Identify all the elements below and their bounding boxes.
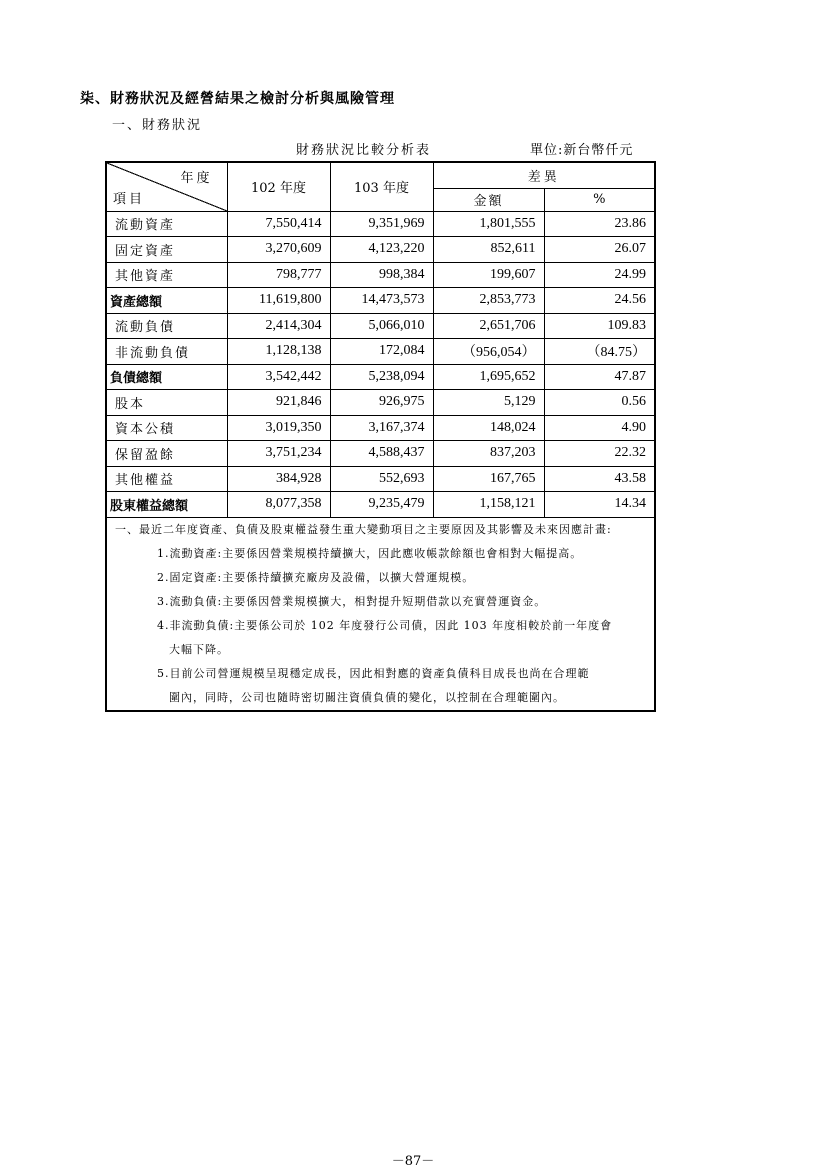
row-label: 其他資產 bbox=[106, 262, 227, 288]
header-row bbox=[106, 162, 655, 188]
diff-amount: 1,695,652 bbox=[433, 364, 544, 390]
row-label: 流動資產 bbox=[106, 211, 227, 237]
section-title: 柒、財務狀況及經營結果之檢討分析與風險管理 bbox=[80, 91, 395, 107]
value-103: 5,066,010 bbox=[330, 313, 433, 339]
value-102: 1,128,138 bbox=[227, 339, 330, 365]
value-102: 2,414,304 bbox=[227, 313, 330, 339]
diff-percent: 26.07 bbox=[544, 237, 655, 263]
notes-point bbox=[115, 542, 646, 566]
diff-amount: （956,054） bbox=[433, 339, 544, 365]
value-103: 5,238,094 bbox=[330, 364, 433, 390]
diff-amount: 148,024 bbox=[433, 415, 544, 441]
header-col-amount: 金額 bbox=[433, 188, 544, 211]
value-102: 3,542,442 bbox=[227, 364, 330, 390]
notes-point-text: 1.流動資產:主要係因營業規模持續擴大，因此應收帳款餘額也會相對大幅提高。 bbox=[157, 546, 583, 560]
value-103: 14,473,573 bbox=[330, 288, 433, 314]
notes-point-continuation: 圍內，同時，公司也隨時密切關注資債負債的變化，以控制在合理範圍內。 bbox=[169, 690, 565, 704]
notes-point-text: 4.非流動負債:主要係公司於 102 年度發行公司債，因此 103 年度相較於前一年度會 bbox=[157, 618, 613, 632]
value-103: 998,384 bbox=[330, 262, 433, 288]
header-col-percent: % bbox=[544, 188, 655, 211]
row-label: 股本 bbox=[106, 390, 227, 416]
header-year-label: 年度 bbox=[180, 171, 213, 186]
table-row bbox=[106, 313, 655, 339]
value-102: 921,846 bbox=[227, 390, 330, 416]
header-col-102: 102 年度 bbox=[227, 162, 330, 211]
diff-amount: 852,611 bbox=[433, 237, 544, 263]
row-label: 保留盈餘 bbox=[106, 441, 227, 467]
diff-amount: 2,651,706 bbox=[433, 313, 544, 339]
diff-percent: 0.56 bbox=[544, 390, 655, 416]
value-102: 384,928 bbox=[227, 466, 330, 492]
value-103: 926,975 bbox=[330, 390, 433, 416]
notes-point-text: 2.固定資產:主要係持續擴充廠房及設備，以擴大營運規模。 bbox=[157, 570, 475, 584]
value-102: 7,550,414 bbox=[227, 211, 330, 237]
notes-point bbox=[115, 614, 646, 662]
header-item-label: 項目 bbox=[113, 191, 146, 207]
diff-percent: 47.87 bbox=[544, 364, 655, 390]
value-102: 11,619,800 bbox=[227, 288, 330, 314]
notes-row bbox=[106, 517, 655, 711]
notes-point bbox=[115, 566, 646, 590]
diff-amount: 199,607 bbox=[433, 262, 544, 288]
table-row bbox=[106, 364, 655, 390]
diff-percent: 109.83 bbox=[544, 313, 655, 339]
table-row bbox=[106, 441, 655, 467]
table-row bbox=[106, 237, 655, 263]
table-row bbox=[106, 211, 655, 237]
value-102: 798,777 bbox=[227, 262, 330, 288]
diff-amount: 837,203 bbox=[433, 441, 544, 467]
header-diagonal-cell bbox=[106, 162, 227, 211]
financial-comparison-table bbox=[105, 161, 656, 712]
table-row bbox=[106, 288, 655, 314]
row-label: 資產總額 bbox=[106, 288, 227, 314]
table-row bbox=[106, 262, 655, 288]
value-103: 4,123,220 bbox=[330, 237, 433, 263]
value-102: 3,019,350 bbox=[227, 415, 330, 441]
diff-percent: 22.32 bbox=[544, 441, 655, 467]
notes-cell bbox=[106, 517, 655, 711]
row-label: 資本公積 bbox=[106, 415, 227, 441]
unit-label: 單位:新台幣仟元 bbox=[530, 143, 634, 158]
table-row bbox=[106, 492, 655, 518]
diff-amount: 5,129 bbox=[433, 390, 544, 416]
diff-percent: 43.58 bbox=[544, 466, 655, 492]
row-label: 固定資產 bbox=[106, 237, 227, 263]
row-label: 其他權益 bbox=[106, 466, 227, 492]
notes-intro: 一、最近二年度資產、負債及股東權益發生重大變動項目之主要原因及其影響及未來因應計畫: bbox=[115, 522, 612, 536]
value-103: 552,693 bbox=[330, 466, 433, 492]
diff-amount: 1,801,555 bbox=[433, 211, 544, 237]
value-102: 3,270,609 bbox=[227, 237, 330, 263]
row-label: 非流動負債 bbox=[106, 339, 227, 365]
row-label: 負債總額 bbox=[106, 364, 227, 390]
table-row bbox=[106, 390, 655, 416]
diff-amount: 167,765 bbox=[433, 466, 544, 492]
table-row bbox=[106, 466, 655, 492]
value-103: 9,235,479 bbox=[330, 492, 433, 518]
diff-amount: 1,158,121 bbox=[433, 492, 544, 518]
value-103: 4,588,437 bbox=[330, 441, 433, 467]
value-103: 3,167,374 bbox=[330, 415, 433, 441]
diff-percent: 14.34 bbox=[544, 492, 655, 518]
page-number: －87－ bbox=[391, 1154, 435, 1169]
table-row bbox=[106, 339, 655, 365]
diff-percent: 24.99 bbox=[544, 262, 655, 288]
header-col-103: 103 年度 bbox=[330, 162, 433, 211]
value-103: 172,084 bbox=[330, 339, 433, 365]
diff-percent: 23.86 bbox=[544, 211, 655, 237]
notes-point-continuation: 大幅下降。 bbox=[169, 642, 229, 656]
diff-amount: 2,853,773 bbox=[433, 288, 544, 314]
row-label: 流動負債 bbox=[106, 313, 227, 339]
diff-percent: 24.56 bbox=[544, 288, 655, 314]
diff-percent: 4.90 bbox=[544, 415, 655, 441]
value-102: 8,077,358 bbox=[227, 492, 330, 518]
value-102: 3,751,234 bbox=[227, 441, 330, 467]
subsection-title: 一、財務狀況 bbox=[112, 118, 203, 133]
notes-point bbox=[115, 662, 646, 710]
notes-point bbox=[115, 590, 646, 614]
table-row bbox=[106, 415, 655, 441]
value-103: 9,351,969 bbox=[330, 211, 433, 237]
table-caption: 財務狀況比較分析表 bbox=[296, 143, 432, 158]
header-col-diff: 差異 bbox=[433, 162, 655, 188]
row-label: 股東權益總額 bbox=[106, 492, 227, 518]
diff-percent: （84.75） bbox=[544, 339, 655, 365]
notes-point-text: 5.目前公司營運規模呈現穩定成長，因此相對應的資產負債科目成長也尚在合理範 bbox=[157, 666, 590, 680]
notes-point-text: 3.流動負債:主要係因營業規模擴大，相對提升短期借款以充實營運資金。 bbox=[157, 594, 547, 608]
